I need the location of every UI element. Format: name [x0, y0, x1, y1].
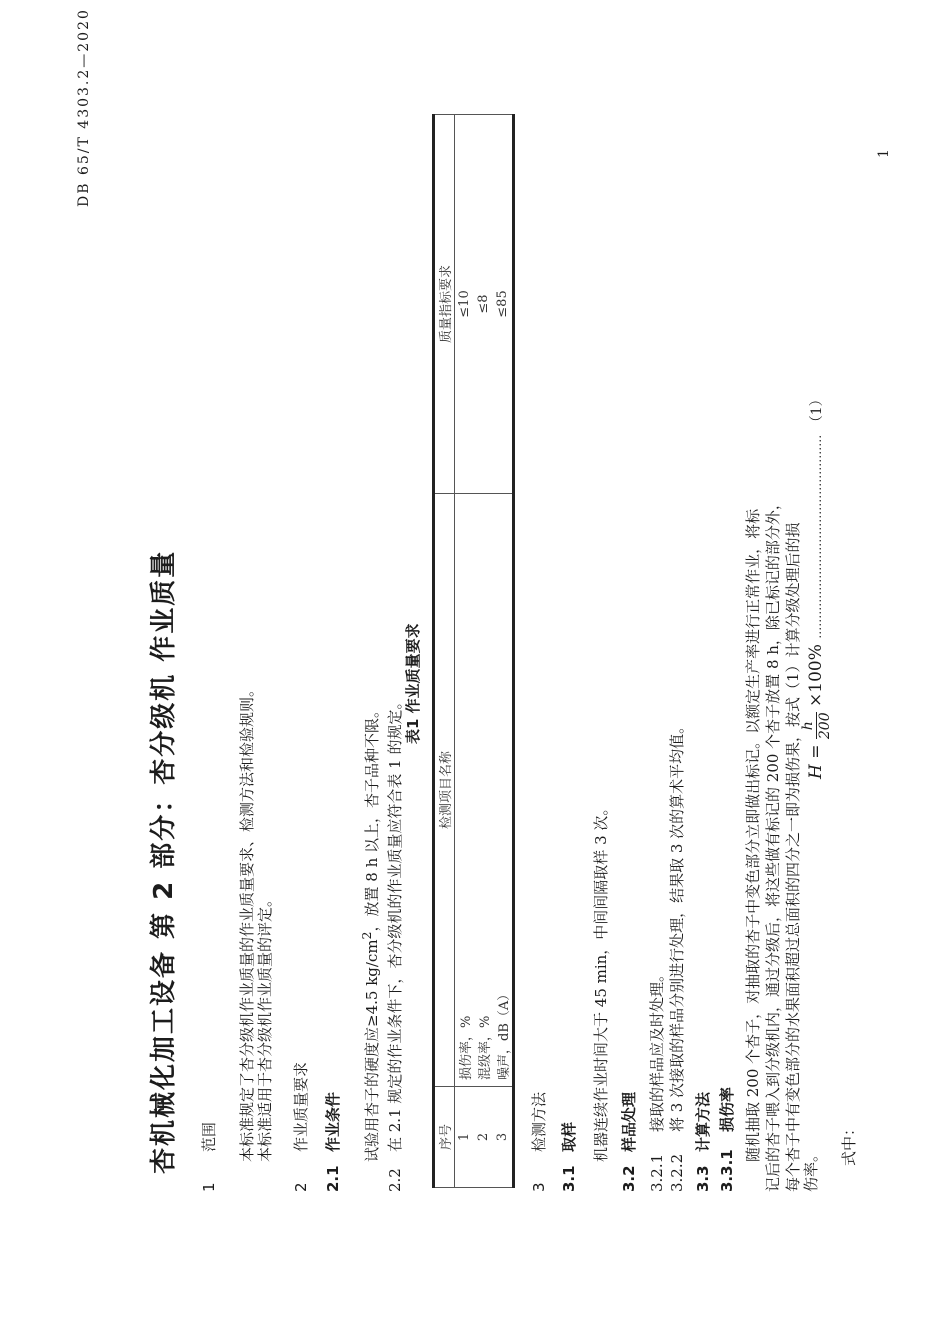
section-3-3-1-line-3: 每个杏子中有变色部分的水果面积超过总面积的四分之一即为损伤果，按式（1）计算分级处理后的损 [784, 522, 802, 1192]
row-no: 3 [493, 1087, 514, 1188]
formula-rhs: ×100% [806, 644, 826, 707]
formula-number: （1） [809, 392, 825, 430]
section-3-1-heading: 3.1取样 [560, 1121, 578, 1192]
section-3-3-heading: 3.3计算方法 [694, 1091, 712, 1192]
table-caption: 表1 作业质量要求 [404, 623, 422, 744]
table-row [474, 115, 493, 1188]
section-2-heading: 2作业质量要求 [292, 1061, 310, 1192]
formula-dots: …………………………………………… [810, 434, 824, 639]
row-no: 2 [474, 1087, 493, 1188]
row-item: 噪声，dB（A） [493, 494, 514, 1087]
table-row [455, 115, 475, 1188]
section-3-heading: 3检测方法 [530, 1091, 548, 1192]
header-requirement: 质量指标要求 [434, 115, 455, 494]
section-3-3-1-line-1: 随机抽取 200 个杏子，对抽取的杏子中变色部分立即做出标记。以额定生产率进行正常作业，将标 [744, 508, 762, 1162]
section-2-1-text: 试验用杏子的硬度应≥4.5 $kg/cm^2$，放置 8 h 以上，杏子品种不限。 [359, 702, 381, 1162]
document-title: 杏机械化加工设备 第 2 部分：杏分级机 作业质量 [149, 549, 179, 1174]
section-1-text-1: 本标准规定了杏分级机作业质量的作业质量要求、检测方法和检验规则。 [238, 681, 256, 1162]
formula-fraction [800, 712, 833, 739]
standard-code: DB 65/T 4303.2—2020 [76, 8, 92, 207]
row-requirement: ≤8 [474, 115, 493, 494]
row-no: 1 [455, 1087, 475, 1188]
section-2-2-text: 2.2在 2.1 规定的作业条件下，杏分级机的作业质量应符合表 1 的规定。 [386, 694, 404, 1192]
row-requirement: ≤85 [493, 115, 514, 494]
formula-lhs: H = [806, 744, 826, 779]
section-1-text-2: 本标准适用于杏分级机作业质量的评定。 [256, 891, 274, 1162]
section-3-2-heading: 3.2样品处理 [620, 1091, 638, 1192]
section-3-2-1-text: 3.2.1接取的样品应及时处理。 [648, 966, 666, 1192]
row-item: 混级率，% [474, 494, 493, 1087]
section-3-3-1-line-4: 伤率。 [802, 1146, 820, 1192]
header-item: 检测项目名称 [434, 494, 455, 1087]
section-3-1-text: 机器连续作业时间大于 45 min，中间间隔取样 3 次。 [592, 800, 610, 1162]
table-row [493, 115, 514, 1188]
section-3-2-2-text: 3.2.2将 3 次接取的样品分别进行处理，结果取 3 次的算术平均值。 [668, 718, 686, 1192]
header-no: 序号 [434, 1087, 455, 1188]
where-label: 式中： [840, 1120, 858, 1166]
row-item: 损伤率，% [455, 494, 475, 1087]
section-1-heading: 1范围 [200, 1121, 218, 1192]
table-header-row [434, 115, 455, 1188]
formula-numerator: h [800, 721, 816, 731]
formula-denominator: 200 [817, 712, 833, 740]
section-3-3-1-heading: 3.3.1损伤率 [718, 1086, 736, 1192]
formula-1 [800, 392, 833, 779]
row-requirement: ≤10 [455, 115, 475, 494]
section-2-1-heading: 2.1作业条件 [324, 1091, 342, 1192]
page-number: 1 [876, 149, 892, 158]
section-3-3-1-line-2: 记后的杏子喂入到分级机内，通过分级后，将这些做有标记的 200 个杏子放置 8 h，除已标记的部分外， [764, 495, 782, 1192]
quality-requirements-table [432, 114, 515, 1188]
